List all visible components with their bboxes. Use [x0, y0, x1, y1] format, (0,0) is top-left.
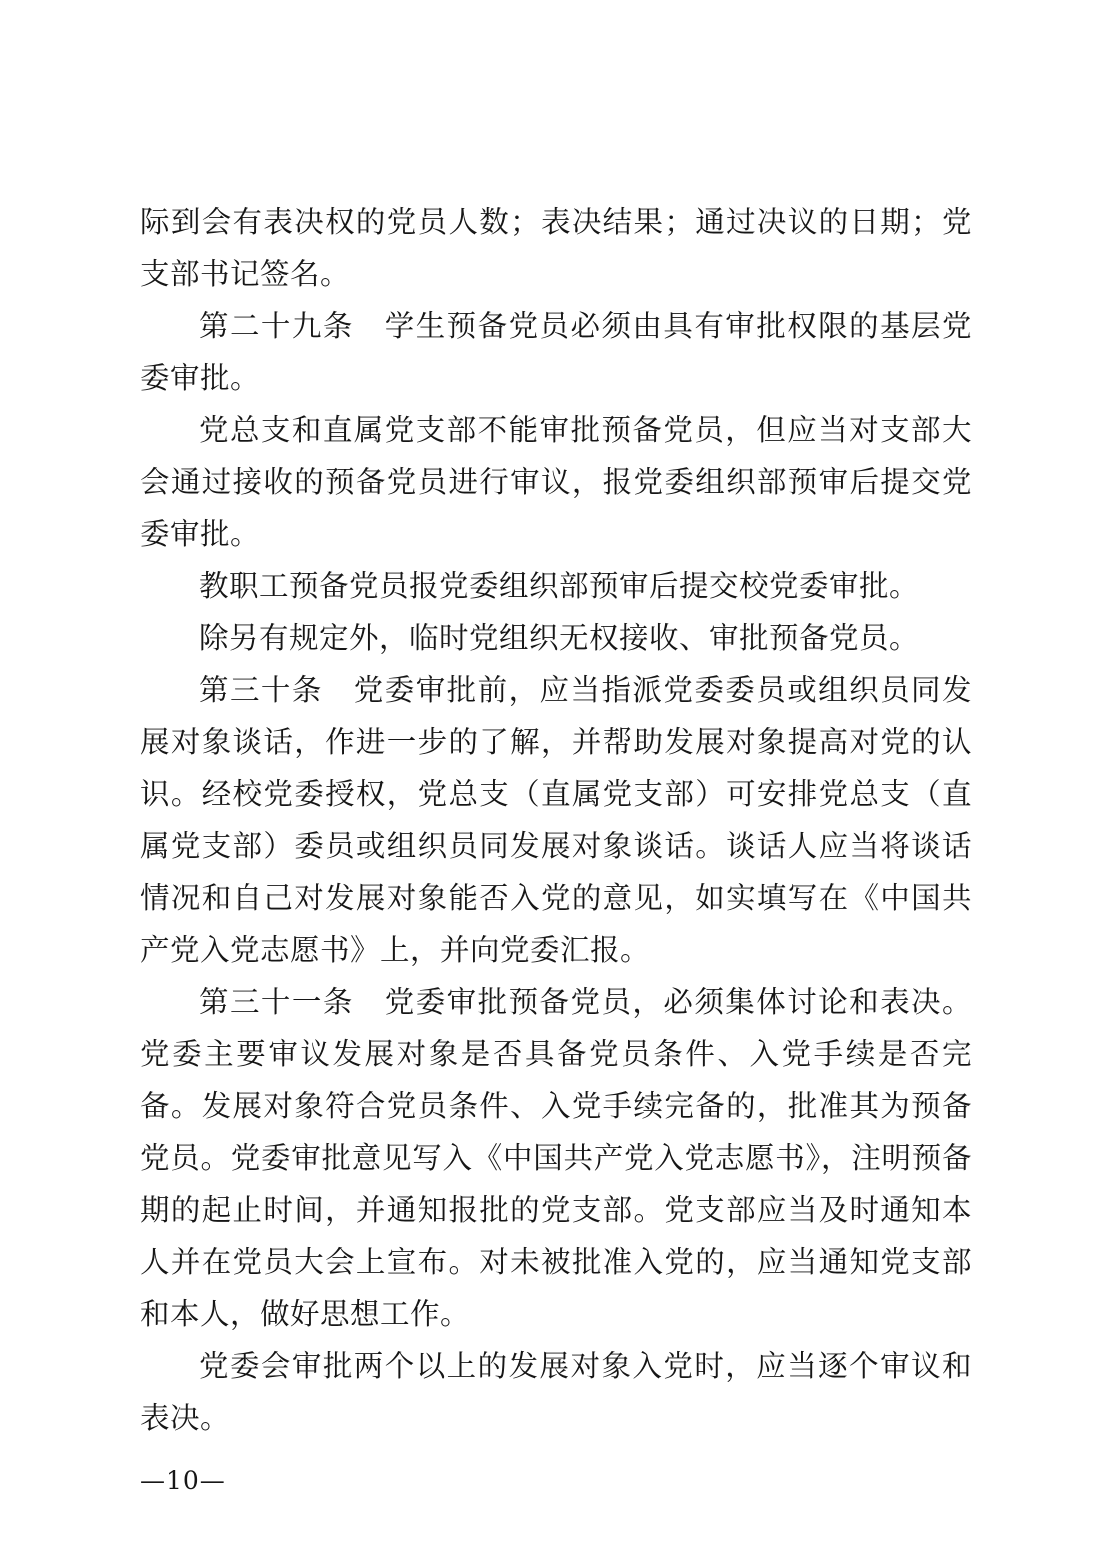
page-number: —10—	[140, 1466, 226, 1495]
paragraph-article-29: 第二十九条 学生预备党员必须由具有审批权限的基层党委审批。	[140, 309, 972, 395]
paragraph-article-30: 第三十条 党委审批前，应当指派党委委员或组织员同发展对象谈话，作进一步的了解，并帮助发展对象提高对党的认识。经校党委授权，党总支（直属党支部）可安排党总支（直属党支部）委员或组织员同发展对象谈话。谈话人应当将谈话情况和自己对发展对象能否入党的意见，如实填写在《中国共产党入党志愿书》上，并向党委汇报。	[140, 673, 972, 967]
paragraph-article-31: 第三十一条 党委审批预备党员，必须集体讨论和表决。党委主要审议发展对象是否具备党员条件、入党手续是否完备。发展对象符合党员条件、入党手续完备的，批准其为预备党员。党委审批意见写入《中国共产党入党志愿书》，注明预备期的起止时间，并通知报批的党支部。党支部应当及时通知本人并在党员大会上宣布。对未被批准入党的，应当通知党支部和本人，做好思想工作。	[140, 985, 972, 1331]
paragraph-continuation: 际到会有表决权的党员人数；表决结果；通过决议的日期；党支部书记签名。	[140, 205, 972, 291]
paragraph-article-29-c: 教职工预备党员报党委组织部预审后提交校党委审批。	[199, 569, 920, 603]
page-body	[140, 196, 972, 1444]
paragraph-article-29-b: 党总支和直属党支部不能审批预备党员，但应当对支部大会通过接收的预备党员进行审议，报党委组织部预审后提交党委审批。	[140, 413, 972, 551]
paragraph-article-31-b: 党委会审批两个以上的发展对象入党时，应当逐个审议和表决。	[140, 1349, 972, 1435]
paragraph-article-29-d: 除另有规定外，临时党组织无权接收、审批预备党员。	[199, 621, 920, 655]
